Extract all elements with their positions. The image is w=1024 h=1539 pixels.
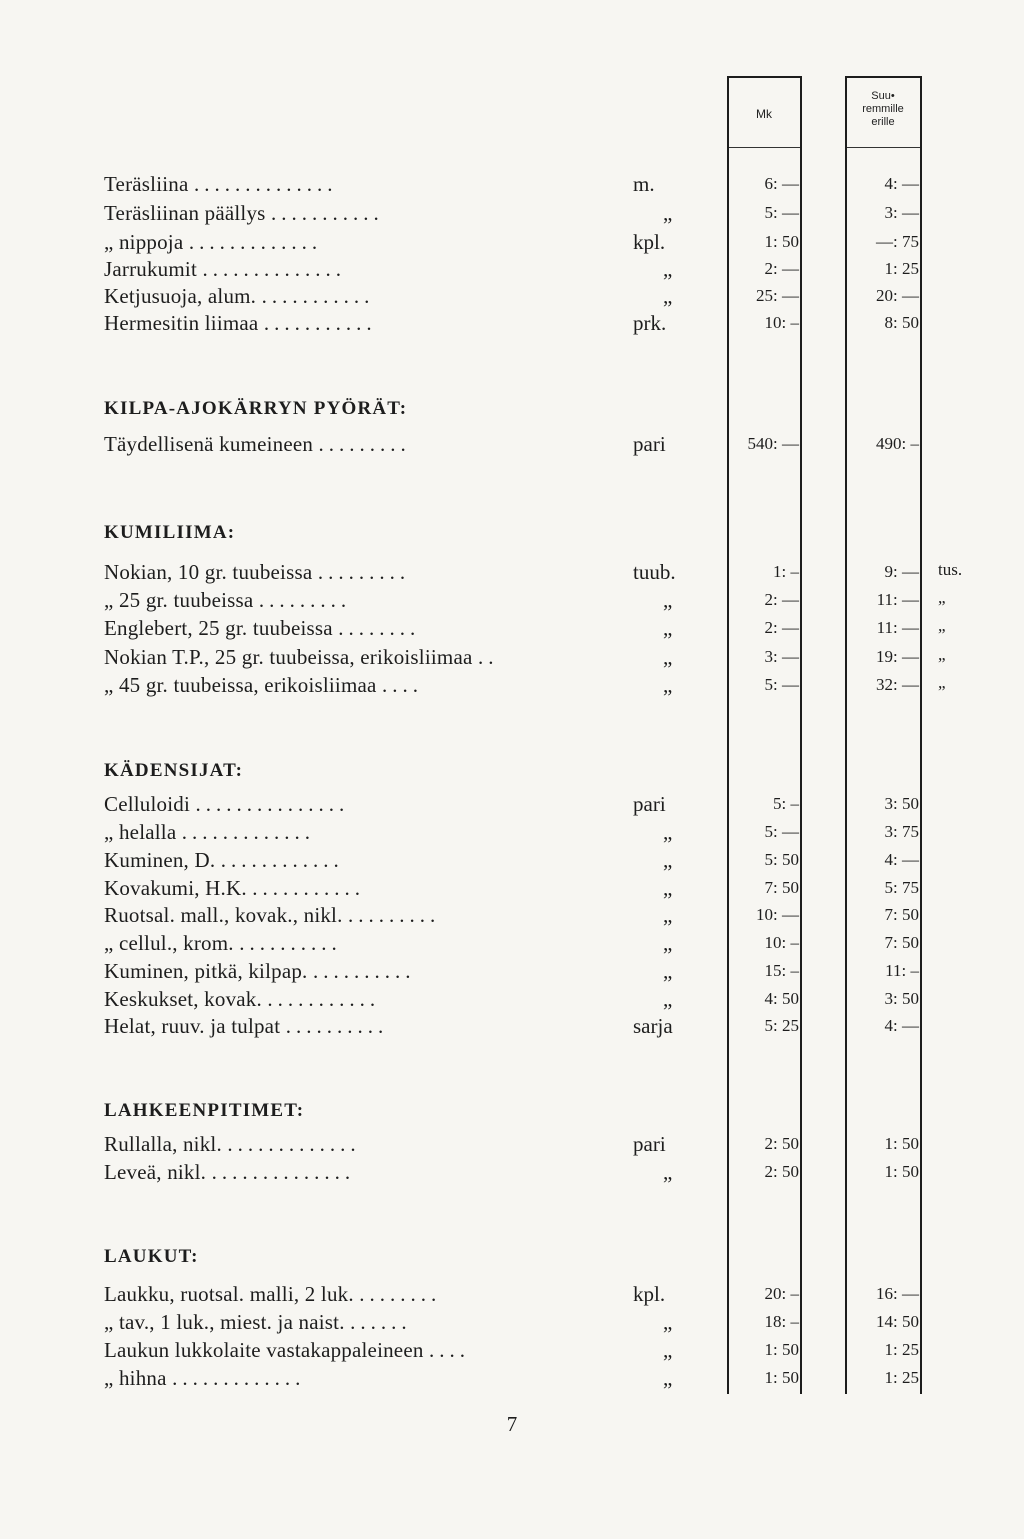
item-name [104, 959, 415, 984]
item-name [104, 848, 344, 873]
price-suuremmillerille: —: 75 [876, 232, 919, 251]
price-mk: 5: — [764, 203, 799, 222]
price-mk: 4: 50 [764, 989, 799, 1008]
leader-dots: ........... [263, 311, 377, 335]
item-unit: pari [633, 1132, 666, 1156]
price-row [0, 1366, 1024, 1392]
item-label: Ruotsal. mall., kovak., nikl. [104, 903, 343, 927]
leader-dots: ........ [359, 1282, 442, 1306]
leader-dots: ......... [318, 432, 411, 456]
item-name [104, 432, 411, 457]
price-row [0, 1310, 1024, 1336]
item-name [104, 172, 337, 197]
price-row [0, 616, 1024, 642]
item-label: Laukun lukkolaite vastakappaleineen [104, 1338, 424, 1362]
item-unit: „ [663, 876, 673, 900]
item-label: Hermesitin liimaa [104, 311, 259, 335]
price-mk: 6: — [764, 174, 799, 193]
item-label: Täydellisenä kumeineen [104, 432, 314, 456]
item-name [104, 201, 384, 226]
item-label: Laukku, ruotsal. malli, 2 luk. [104, 1282, 354, 1306]
leader-dots: .... [429, 1338, 471, 1362]
leader-dots: ............. [227, 1132, 361, 1156]
price-suuremmillerille: 7: 50 [884, 933, 919, 952]
price-unit-note: tus. [938, 560, 963, 579]
leader-dots: .......... [239, 931, 342, 955]
item-name [104, 673, 423, 698]
price-row [0, 903, 1024, 929]
leader-dots: ......... [348, 903, 441, 927]
item-label: Leveä, nikl. [104, 1160, 207, 1184]
price-unit-note: „ [938, 645, 946, 664]
item-unit: kpl. [633, 1282, 666, 1306]
leader-dots: ........... [261, 284, 375, 308]
price-row [0, 432, 1024, 458]
price-row [0, 1282, 1024, 1308]
price-mk: 15: – [764, 961, 799, 980]
price-row [0, 848, 1024, 874]
price-suuremmillerille: 7: 50 [884, 905, 919, 924]
item-name [104, 1160, 355, 1185]
leader-dots: .......... [312, 959, 416, 983]
suu-column-top-rule [845, 76, 921, 78]
price-mk: 5: 25 [764, 1016, 799, 1035]
item-unit: „ [663, 959, 673, 983]
price-row [0, 959, 1024, 985]
item-label: „ 25 gr. tuubeissa [104, 588, 254, 612]
price-suuremmillerille: 3: 50 [884, 794, 919, 813]
price-suuremmillerille: 1: 25 [884, 1368, 919, 1387]
section-title: KUMILIIMA: [104, 522, 236, 543]
item-unit: „ [663, 848, 673, 872]
price-row [0, 1160, 1024, 1186]
price-row [0, 172, 1024, 198]
mk-column-top-rule [727, 76, 801, 78]
item-label: Helat, ruuv. ja tulpat [104, 1014, 281, 1038]
price-row [0, 560, 1024, 586]
price-mk: 5: — [764, 822, 799, 841]
leader-dots: ........... [270, 201, 384, 225]
item-name [104, 311, 377, 336]
price-row [0, 230, 1024, 256]
item-name [104, 876, 365, 901]
item-unit: „ [663, 1310, 673, 1334]
price-suuremmillerille: 5: 75 [884, 878, 919, 897]
item-name [104, 820, 315, 845]
item-label: Kuminen, pitkä, kilpap. [104, 959, 308, 983]
item-unit: „ [663, 257, 673, 281]
price-mk: 1: 50 [764, 1368, 799, 1387]
price-mk: 25: — [756, 286, 799, 305]
item-unit: „ [663, 616, 673, 640]
item-name [104, 645, 498, 670]
leader-dots: ............. [172, 1366, 306, 1390]
price-mk: 10: — [756, 905, 799, 924]
item-name [104, 588, 351, 613]
item-name [104, 616, 420, 641]
item-label: Englebert, 25 gr. tuubeissa [104, 616, 333, 640]
leader-dots: ...... [350, 1310, 412, 1334]
price-mk: 2: — [764, 590, 799, 609]
price-row [0, 931, 1024, 957]
price-mk: 5: – [773, 794, 799, 813]
price-suuremmillerille: 11: — [876, 618, 919, 637]
item-unit: „ [663, 1338, 673, 1362]
section-title: LAHKEENPITIMET: [104, 1100, 305, 1121]
price-suuremmillerille: 1: 50 [884, 1134, 919, 1153]
price-row [0, 876, 1024, 902]
leader-dots: ......... [317, 560, 411, 584]
price-unit-note: „ [938, 673, 946, 692]
item-unit: „ [663, 588, 673, 612]
item-unit: „ [663, 820, 673, 844]
price-row [0, 1338, 1024, 1364]
column-header-mk [727, 107, 801, 121]
leader-dots: ............. [188, 230, 323, 254]
item-label: „ helalla [104, 820, 177, 844]
item-label: „ nippoja [104, 230, 184, 254]
price-mk: 540: — [747, 434, 799, 453]
item-unit: „ [663, 284, 673, 308]
item-unit: m. [633, 172, 655, 196]
price-mk: 5: — [764, 675, 799, 694]
price-mk: 5: 50 [764, 850, 799, 869]
column-header-suuremmillerille [845, 90, 921, 129]
item-name [104, 1310, 412, 1335]
price-mk: 1: – [773, 562, 799, 581]
item-unit: pari [633, 792, 666, 816]
price-row [0, 311, 1024, 337]
leader-dots: ............. [181, 820, 316, 844]
price-row [0, 284, 1024, 310]
item-name [104, 931, 342, 956]
leader-dots: .............. [193, 172, 338, 196]
price-suuremmillerille: 4: — [884, 174, 919, 193]
item-name [104, 230, 322, 255]
item-name [104, 284, 374, 309]
section-title: LAUKUT: [104, 1246, 199, 1267]
column-header-suu-line-1: Suu• [871, 90, 895, 102]
price-mk: 1: 50 [764, 1340, 799, 1359]
item-label: „ hihna [104, 1366, 167, 1390]
price-mk: 10: – [764, 313, 799, 332]
price-suuremmillerille: 11: – [885, 961, 919, 980]
item-unit: kpl. [633, 230, 666, 254]
leader-dots: .............. [211, 1160, 356, 1184]
price-mk: 2: — [764, 259, 799, 278]
price-suuremmillerille: 20: — [876, 286, 919, 305]
leader-dots: ........... [252, 876, 365, 900]
item-unit: tuub. [633, 560, 676, 584]
item-label: „ cellul., krom. [104, 931, 234, 955]
leader-dots: .............. [202, 257, 346, 281]
suu-header-bottom-rule [845, 147, 921, 148]
item-label: Nokian T.P., 25 gr. tuubeissa, erikoisliimaa [104, 645, 473, 669]
price-row [0, 257, 1024, 283]
price-suuremmillerille: 4: — [884, 1016, 919, 1035]
column-header-suu-line-2: remmille [862, 103, 904, 115]
item-name [104, 792, 349, 817]
price-suuremmillerille: 1: 25 [884, 259, 919, 278]
item-unit: sarja [633, 1014, 673, 1038]
item-label: Kovakumi, H.K. [104, 876, 247, 900]
price-suuremmillerille: 1: 50 [884, 1162, 919, 1181]
leader-dots: ........... [267, 987, 381, 1011]
item-unit: prk. [633, 311, 667, 335]
item-label: Rullalla, nikl. [104, 1132, 222, 1156]
item-name [104, 1282, 441, 1307]
price-row [0, 645, 1024, 671]
leader-dots: .......... [285, 1014, 389, 1038]
price-row [0, 987, 1024, 1013]
price-mk: 2: 50 [764, 1134, 799, 1153]
column-header-suu-line-3: erille [871, 116, 895, 128]
section-title: KILPA-AJOKÄRRYN PYÖRÄT: [104, 398, 408, 419]
item-name [104, 1132, 361, 1157]
price-mk: 10: – [764, 933, 799, 952]
column-header-mk-label: Mk [756, 107, 772, 121]
item-name [104, 1338, 470, 1363]
leader-dots: ........ [338, 616, 421, 640]
leader-dots: ............... [195, 792, 350, 816]
price-suuremmillerille: 4: — [884, 850, 919, 869]
price-unit-note: „ [938, 616, 946, 635]
price-row [0, 588, 1024, 614]
item-label: Teräsliina [104, 172, 189, 196]
price-mk: 20: – [764, 1284, 799, 1303]
item-unit: „ [663, 1366, 673, 1390]
price-mk: 3: — [764, 647, 799, 666]
item-label: Celluloidi [104, 792, 190, 816]
price-row [0, 201, 1024, 227]
item-label: „ 45 gr. tuubeissa, erikoisliimaa [104, 673, 377, 697]
item-name [104, 1014, 388, 1039]
item-label: Jarrukumit [104, 257, 197, 281]
item-unit: „ [663, 987, 673, 1011]
price-mk: 18: – [764, 1312, 799, 1331]
item-name [104, 987, 380, 1012]
price-suuremmillerille: 490: – [876, 434, 919, 453]
item-name [104, 1366, 305, 1391]
mk-header-bottom-rule [727, 147, 801, 148]
price-mk: 7: 50 [764, 878, 799, 897]
item-label: Teräsliinan päällys [104, 201, 266, 225]
price-suuremmillerille: 9: — [884, 562, 919, 581]
page-number: 7 [506, 1412, 518, 1436]
price-suuremmillerille: 1: 25 [884, 1340, 919, 1359]
price-mk: 1: 50 [764, 232, 799, 251]
price-suuremmillerille: 11: — [876, 590, 919, 609]
item-name [104, 903, 440, 928]
item-unit: pari [633, 432, 666, 456]
price-suuremmillerille: 32: — [876, 675, 919, 694]
price-suuremmillerille: 16: — [876, 1284, 919, 1303]
price-row [0, 673, 1024, 699]
price-row [0, 1132, 1024, 1158]
price-row [0, 1014, 1024, 1040]
item-label: Nokian, 10 gr. tuubeissa [104, 560, 313, 584]
price-row [0, 820, 1024, 846]
item-unit: „ [663, 673, 673, 697]
leader-dots: .... [382, 673, 423, 697]
price-mk: 2: 50 [764, 1162, 799, 1181]
price-suuremmillerille: 14: 50 [876, 1312, 919, 1331]
price-suuremmillerille: 8: 50 [884, 313, 919, 332]
item-unit: „ [663, 931, 673, 955]
price-suuremmillerille: 19: — [876, 647, 919, 666]
item-label: Keskukset, kovak. [104, 987, 262, 1011]
item-name [104, 257, 346, 282]
price-unit-note: „ [938, 588, 946, 607]
item-unit: „ [663, 201, 673, 225]
price-suuremmillerille: 3: 50 [884, 989, 919, 1008]
item-name [104, 560, 410, 585]
item-label: Ketjusuoja, alum. [104, 284, 257, 308]
item-unit: „ [663, 903, 673, 927]
leader-dots: ............ [220, 848, 344, 872]
item-label: „ tav., 1 luk., miest. ja naist. [104, 1310, 345, 1334]
item-unit: „ [663, 1160, 673, 1184]
leader-dots: ......... [258, 588, 352, 612]
section-title: KÄDENSIJAT: [104, 760, 244, 781]
item-unit: „ [663, 645, 673, 669]
price-mk: 2: — [764, 618, 799, 637]
price-suuremmillerille: 3: 75 [884, 822, 919, 841]
item-label: Kuminen, D. [104, 848, 216, 872]
price-suuremmillerille: 3: — [884, 203, 919, 222]
leader-dots: .. [477, 645, 499, 669]
price-row [0, 792, 1024, 818]
